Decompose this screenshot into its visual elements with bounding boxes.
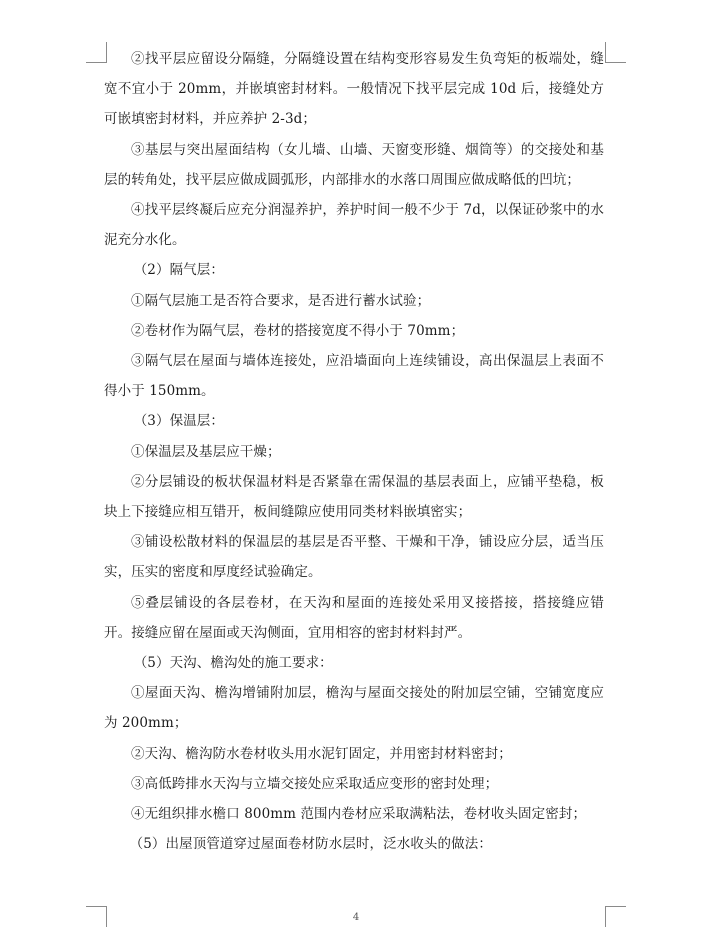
paragraph: ③隔气层在屋面与墙体连接处，应沿墙面向上连续铺设，高出保温层上表面不得小于 150mm。: [104, 353, 604, 400]
section-heading: （2）隔气层：: [133, 262, 224, 279]
paragraph: ④无组织排水檐口 800mm 范围内卷材应采取满粘法，卷材收头固定密封；: [131, 806, 587, 823]
paragraph: ②天沟、檐沟防水卷材收头用水泥钉固定，并用密封材料密封；: [131, 745, 512, 762]
paragraph: ②分层铺设的板状保温材料是否紧靠在需保温的基层表面上，应铺平垫稳，板块上下接缝应相互错开，板间缝隙应使用同类材料嵌填密实；: [104, 473, 604, 521]
crop-mark-top-right: [605, 42, 626, 63]
paragraph: ②找平层应留设分隔缝，分隔缝设置在结构变形容易发生负弯矩的板端处，缝宽不宜小于 20mm，并嵌填密封材料。一般情况下找平层完成 10d 后，接缝处方可嵌填密封材料，并应养护 2-3d；: [104, 51, 604, 128]
paragraph: ③铺设松散材料的保温层的基层是否平整、干燥和干净，铺设应分层，适当压实，压实的密度和厚度经试验确定。: [104, 534, 604, 581]
paragraph: ②卷材作为隔气层，卷材的搭接宽度不得小于 70mm；: [131, 322, 465, 339]
section-heading: （5）出屋顶管道穿过屋面卷材防水层时，泛水收头的做法：: [129, 836, 492, 853]
section-heading: （3）保温层：: [133, 413, 224, 430]
paragraph: ④找平层终凝后应充分润湿养护，养护时间一般不少于 7d，以保证砂浆中的水泥充分水化。: [104, 202, 604, 249]
paragraph: ①隔气层施工是否符合要求，是否进行蓄水试验；: [131, 292, 431, 309]
page-number: 4: [352, 912, 360, 923]
paragraph: ①屋面天沟、檐沟增铺附加层，檐沟与屋面交接处的附加层空铺，空铺宽度应为 200mm；: [104, 685, 604, 732]
paragraph: ③高低跨排水天沟与立墙交接处应采取适应变形的密封处理；: [131, 775, 499, 792]
body-text: [104, 44, 604, 859]
paragraph: ⑤叠层铺设的各层卷材，在天沟和屋面的连接处采用叉接搭接，搭接缝应错开。接缝应留在屋面或天沟侧面，宜用相容的密封材料封严。: [104, 594, 604, 641]
paragraph: ③基层与突出屋面结构（女儿墙、山墙、天窗变形缝、烟筒等）的交接处和基层的转角处，找平层应做成圆弧形，内部排水的水落口周围应做成略低的凹坑；: [104, 141, 604, 188]
section-heading: （5）天沟、檐沟处的施工要求：: [133, 655, 333, 672]
paragraph: ①保温层及基层应干燥；: [131, 443, 281, 460]
